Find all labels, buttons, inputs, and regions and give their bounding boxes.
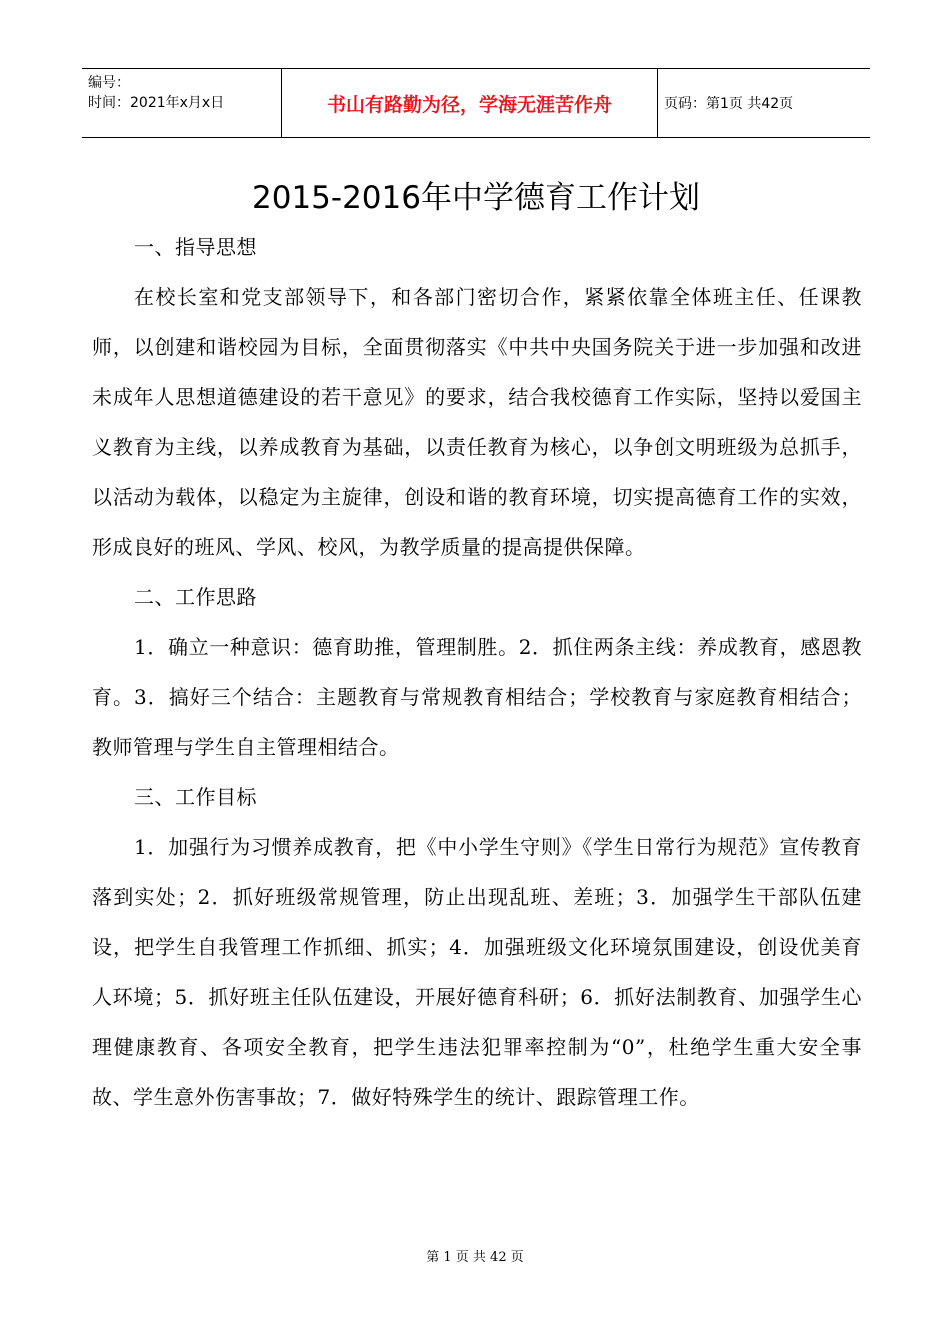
paragraph-work-approach: 1．确立一种意识：德育助推，管理制胜。2．抓住两条主线：养成教育，感恩教育。3．搞好三个结合：主题教育与常规教育相结合；学校教育与家庭教育相结合；教师管理与学生自主管理相结合。 [92, 635, 862, 759]
header-page-info: 页码：第1页 共42页 [664, 96, 794, 112]
document-title: 2015-2016年中学德育工作计划 [252, 180, 700, 216]
page-header [82, 68, 870, 138]
section-heading-work-goals: 三、工作目标 [134, 785, 257, 809]
serial-label: 编号： [88, 75, 130, 91]
section-heading-work-approach: 二、工作思路 [134, 585, 257, 609]
document-body [92, 222, 862, 1122]
paragraph-work-goals: 1．加强行为习惯养成教育，把《中小学生守则》《学生日常行为规范》宣传教育落到实处；2．抓好班级常规管理，防止出现乱班、差班；3．加强学生干部队伍建设，把学生自我管理工作抓细、抓实；4．加强班级文化环境氛围建设，创设优美育人环境；5．抓好班主任队伍建设，开展好德育科研；6．抓好法制教育、加强学生心理健康教育、各项安全教育，把学生违法犯罪率控制为“0”，杜绝学生重大安全事故、学生意外伤害事故；7．做好特殊学生的统计、跟踪管理工作。 [92, 835, 862, 1109]
header-meta [82, 69, 282, 137]
header-motto: 书山有路勤为径，学海无涯苦作舟 [282, 69, 658, 137]
section-heading-guiding-ideology: 一、指导思想 [134, 235, 257, 259]
time-label: 时间：2021年x月x日 [88, 95, 225, 111]
paragraph-guiding-ideology: 在校长室和党支部领导下，和各部门密切合作，紧紧依靠全体班主任、任课教师，以创建和谐校园为目标，全面贯彻落实《中共中央国务院关于进一步加强和改进未成年人思想道德建设的若干意见》的要求，结合我校德育工作实际，坚持以爱国主义教育为主线，以养成教育为基础，以责任教育为核心，以争创文明班级为总抓手，以活动为载体，以稳定为主旋律，创设和谐的教育环境，切实提高德育工作的实效，形成良好的班风、学风、校风，为教学质量的提高提供保障。 [92, 285, 862, 559]
page-footer: 第 1 页 共 42 页 [426, 1250, 524, 1265]
